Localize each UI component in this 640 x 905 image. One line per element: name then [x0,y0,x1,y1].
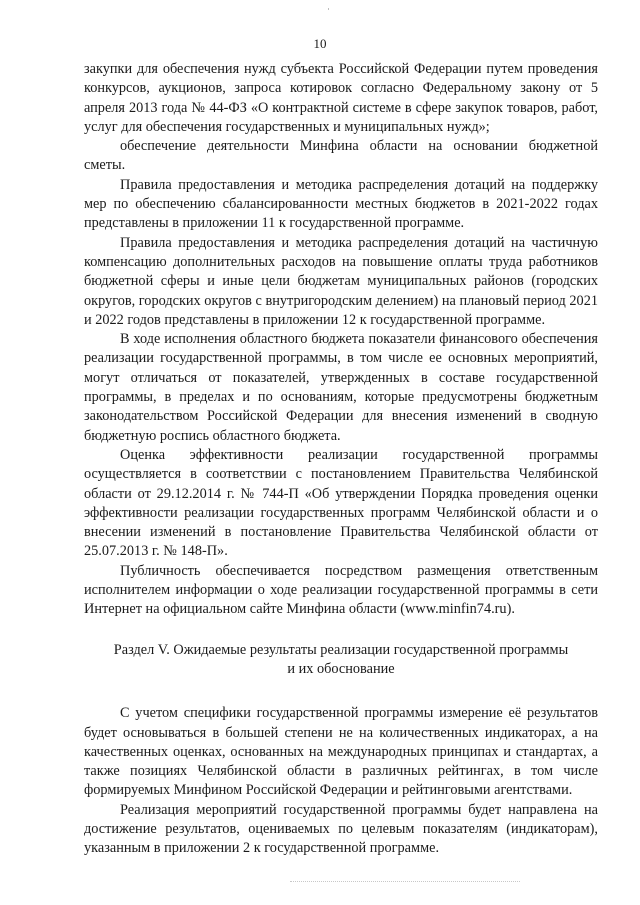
paragraph-budget-execution: В ходе исполнения областного бюджета показатели финансового обеспечения реализации государственной программы, в том числе ее основных мероприятий, могут отличаться от показателей, утвержденных в составе государственной программы, в пределах и по основаниям, которые предусмотрены бюджетным законодательством Российской Федерации для внесения изменений в сводную бюджетную роспись областного бюджета. [84,331,598,444]
section-heading [84,641,598,680]
scan-artifact-dot [328,8,329,10]
section-heading-line-2: и их обоснование [287,660,395,677]
paragraph-efficiency-assessment: Оценка эффективности реализации государственной программы осуществляется в соответствии с постановлением Правительства Челябинской области от 29.12.2014 г. № 744-П «Об утверждении Порядка проведения оценки эффективности реализации государственных программ Челябинской области и о внесении изменений в постановление Правительства Челябинской области от 25.07.2013 г. № 148-П». [84,446,598,560]
page-number: 10 [313,36,327,51]
paragraph-results-targets: Реализация мероприятий государственной программы будет направлена на достижение результатов, оцениваемых по целевым показателям (индикаторам), указанным в приложении 2 к государственной программе. [84,801,598,857]
paragraph-procurement: закупки для обеспечения нужд субъекта Российской Федерации путем проведения конкурсов, аукционов, запроса котировок согласно Федеральному закону от 5 апреля 2013 года № 44-ФЗ «О контрактной системе в сфере закупок товаров, работ, услуг для обеспечения государственных и муниципальных нужд»; [84,61,598,135]
paragraph-results-measurement: С учетом специфики государственной программы измерение её результатов будет основываться в большей степени не на количественных индикаторах, а на качественных оценках, основанных на международных принципах и стандартах, а также позициях Челябинской области в различных рейтингах, в том числе формируемых Минфином Российской Федерации и рейтинговыми агентствами. [84,705,598,799]
scan-artifact-line [290,881,520,883]
paragraph-publicity: Публичность обеспечивается посредством размещения ответственным исполнителем информации о ходе реализации государственной программы в сети Интернет на официальном сайте Минфина области (www.minfin74.ru). [84,562,598,618]
document-page [84,60,598,859]
paragraph-subsidy-rules-12: Правила предоставления и методика распределения дотаций на частичную компенсацию дополнительных расходов на повышение оплаты труда работников бюджетной сферы и иные цели бюджетам муниципальных районов (городских округов, городских округов с внутригородским делением) на плановый период 2021 и 2022 годов представлены в приложении 12 к государственной программе. [84,234,598,328]
paragraph-subsidy-rules-11: Правила предоставления и методика распределения дотаций на поддержку мер по обеспечению сбалансированности местных бюджетов в 2021-2022 годах представлены в приложении 11 к государственной программе. [84,176,598,232]
paragraph-budget-estimate: обеспечение деятельности Минфина области на основании бюджетной сметы. [84,138,598,174]
section-heading-line-1: Раздел V. Ожидаемые результаты реализации государственной программы [113,641,569,658]
